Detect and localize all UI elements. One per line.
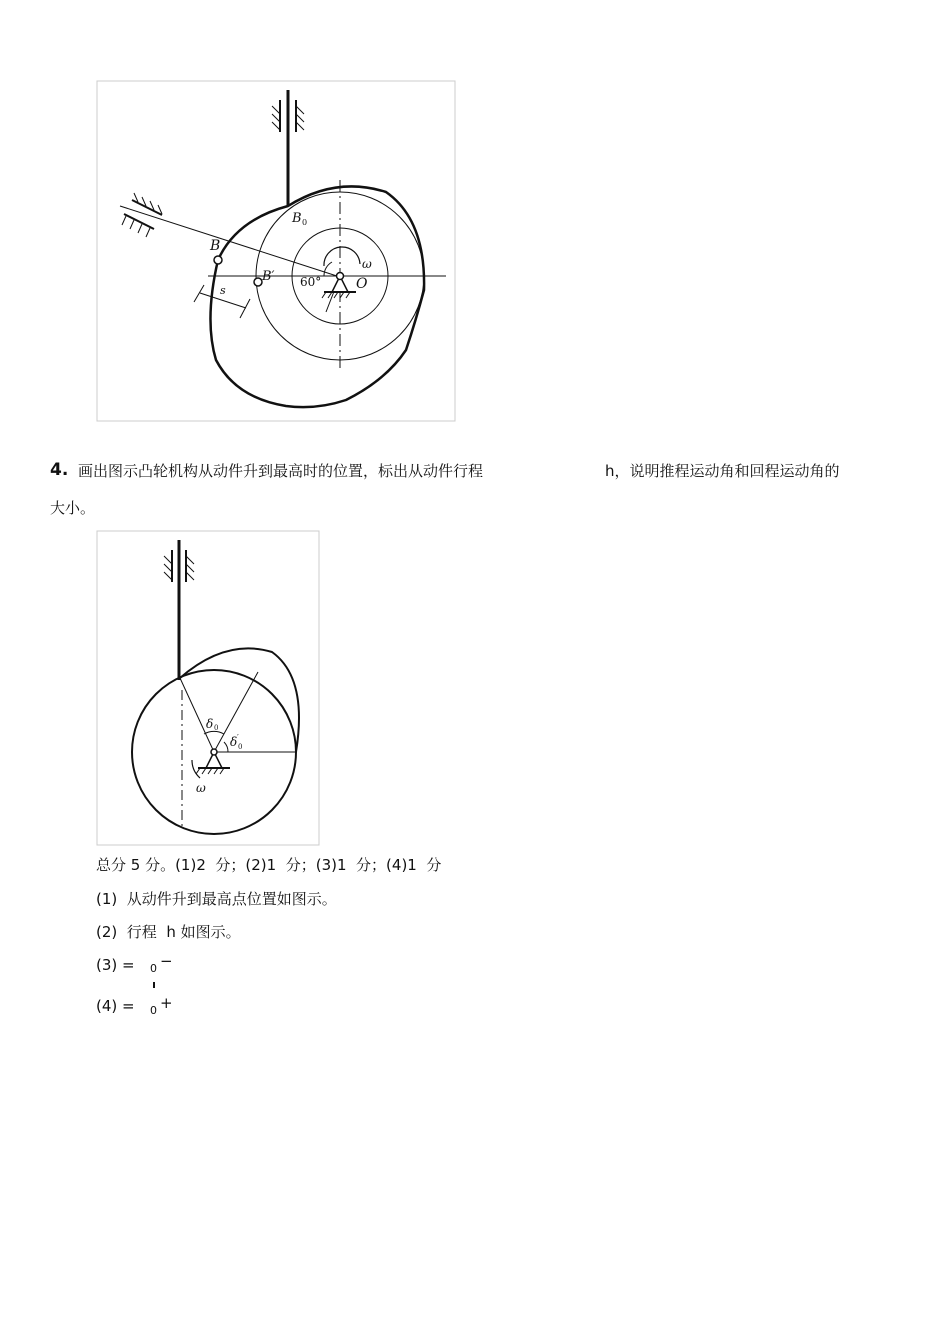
- label-delta0-sub: 0: [214, 724, 219, 732]
- answer-score-line: 总分 5 分。(1)2 分；(2)1 分；(3)1 分；(4)1 分: [96, 856, 442, 874]
- answer-item-4-subscript: 0: [150, 1004, 157, 1017]
- pivot-O: [337, 273, 344, 280]
- answer-item-3-subscript: 0: [150, 962, 157, 975]
- label-B: B: [210, 238, 221, 254]
- question-text-part3: 大小。: [50, 499, 96, 517]
- answer-item-3: (3) =: [96, 956, 135, 974]
- highest-position-arc: [180, 648, 299, 752]
- answer-item-2: (2) 行程 h 如图示。: [96, 923, 241, 941]
- label-delta0-prime-sub: 0: [238, 743, 243, 751]
- delta0-prime-arc: [224, 742, 228, 752]
- cam-profile: [210, 186, 424, 407]
- cam-figure-1: [96, 80, 456, 422]
- label-B-prime: B′: [262, 269, 275, 284]
- figure-1-frame: [97, 81, 455, 421]
- label-B0-sub: 0: [302, 218, 308, 227]
- label-omega: ω: [362, 257, 372, 271]
- label-delta0: δ: [206, 717, 214, 731]
- question-number: 4.: [50, 460, 69, 480]
- point-B-prime: [254, 278, 262, 286]
- prime-tick: [153, 982, 155, 988]
- label-delta0-prime: δ: [230, 735, 238, 749]
- label-angle: 60°: [300, 275, 322, 289]
- label-s: s: [220, 284, 226, 297]
- answer-item-4: (4) =: [96, 997, 135, 1015]
- answer-item-4-operator: +: [160, 994, 173, 1012]
- pivot-point: [211, 749, 217, 755]
- rotation-arrow: [324, 247, 360, 266]
- label-B0: B: [292, 211, 302, 226]
- cam-figure-2: [96, 530, 320, 846]
- question-text-part2: h，说明推程运动角和回程运动角的: [605, 462, 840, 480]
- answer-item-3-operator: −: [160, 952, 173, 970]
- question-text-part1: 画出图示凸轮机构从动件升到最高时的位置，标出从动件行程: [78, 462, 484, 480]
- answer-item-1: (1) 从动件升到最高点位置如图示。: [96, 890, 337, 908]
- figure-2-frame: [97, 531, 319, 845]
- label-omega: ω: [196, 781, 206, 795]
- label-O: O: [356, 276, 368, 292]
- inclined-guide: [122, 193, 162, 237]
- point-B: [214, 256, 222, 264]
- label-delta0-prime-mark: ′: [237, 733, 239, 742]
